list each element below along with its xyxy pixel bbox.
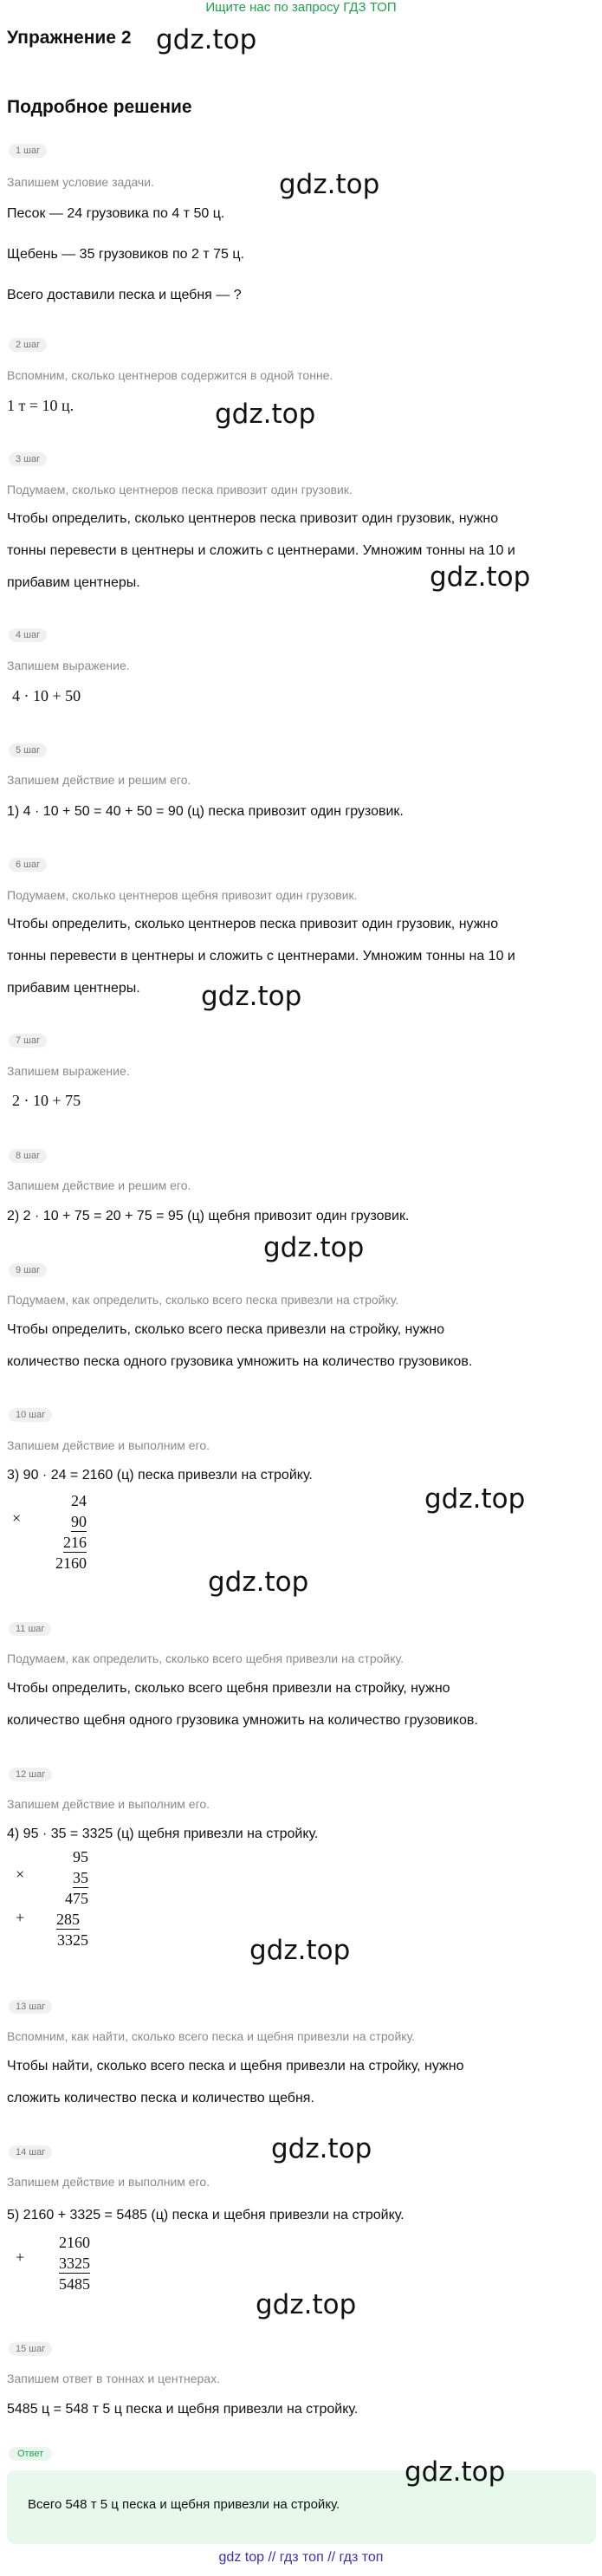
step-badge: 10 шаг (9, 1408, 52, 1422)
step-badge: 12 шаг (9, 1768, 52, 1781)
step-hint: Вспомним, сколько центнеров содержится в одной тонне. (7, 368, 333, 382)
step-badge: 15 шаг (9, 2342, 52, 2356)
step-text: Чтобы найти, сколько всего песка и щебня привезли на стройку, нужно (7, 2059, 464, 2073)
column-calculation (47, 2234, 90, 2296)
calc-sign: × (16, 1865, 25, 1883)
step-hint: Запишем выражение. (7, 1064, 130, 1078)
calc-row: 35 (73, 1869, 88, 1886)
watermark: gdz.top (208, 1567, 309, 1598)
step-hint: Запишем действие и решим его. (7, 1178, 191, 1192)
step-hint: Запишем действие и выполним его. (7, 1797, 210, 1811)
calc-row: 475 (65, 1890, 88, 1907)
step-text: 2 · 10 + 75 (12, 1092, 81, 1109)
watermark: gdz.top (249, 1935, 351, 1966)
step-badge: 8 шаг (9, 1149, 47, 1163)
footer-links[interactable]: gdz top // гдз топ // гдз топ (218, 2550, 384, 2565)
step-text: 1) 4 · 10 + 50 = 40 + 50 = 90 (ц) песка привозит один грузовик. (7, 804, 404, 819)
step-hint: Подумаем, сколько центнеров песка привозит один грузовик. (7, 483, 353, 496)
step-hint: Запишем выражение. (7, 659, 130, 672)
step-text: количество щебня одного грузовика умножить на количество грузовиков. (7, 1713, 478, 1728)
step-hint: Вспомним, как найти, сколько всего песка и щебня привезли на стройку. (7, 2029, 416, 2043)
step-badge: 6 шаг (9, 858, 47, 872)
step-text: Всего доставили песка и щебня — ? (7, 288, 242, 302)
step-text: Чтобы определить, сколько всего щебня привезли на стройку, нужно (7, 1681, 450, 1696)
step-hint: Запишем действие и выполним его. (7, 1438, 210, 1452)
step-badge: 3 шаг (9, 452, 47, 466)
watermark: gdz.top (156, 24, 257, 55)
step-text: 5) 2160 + 3325 = 5485 (ц) песка и щебня привезли на стройку. (7, 2208, 405, 2222)
step-text: Чтобы определить, сколько центнеров песка привозит один грузовик, нужно (7, 511, 499, 526)
step-text: Песок — 24 грузовика по 4 т 50 ц. (7, 206, 225, 221)
top-banner[interactable]: Ищите нас по запросу ГДЗ ТОП (205, 0, 397, 15)
step-text: Щебень — 35 грузовиков по 2 т 75 ц. (7, 247, 244, 262)
step-hint: Запишем действие и выполним его. (7, 2175, 210, 2189)
watermark: gdz.top (271, 2133, 372, 2164)
watermark: gdz.top (405, 2456, 506, 2488)
step-text: 4 · 10 + 50 (12, 687, 81, 704)
calc-sign: × (12, 1509, 22, 1527)
calc-row: 5485 (59, 2275, 90, 2293)
watermark: gdz.top (263, 1232, 365, 1263)
step-hint: Запишем ответ в тоннах и центнерах. (7, 2372, 220, 2385)
watermark: gdz.top (201, 981, 302, 1012)
step-text: 1 т = 10 ц. (7, 397, 74, 414)
page-title: Упражнение 2 (7, 28, 132, 48)
step-hint: Подумаем, сколько центнеров щебня привозит один грузовик. (7, 888, 358, 902)
step-text: 4) 95 · 35 = 3325 (ц) щебня привезли на стройку. (7, 1827, 319, 1841)
section-title: Подробное решение (7, 97, 192, 117)
column-calculation (47, 1848, 88, 1952)
step-badge: 4 шаг (9, 628, 47, 642)
step-badge: 14 шаг (9, 2145, 52, 2159)
step-text: тонны перевести в центнеры и сложить с центнерами. Умножим тонны на 10 и (7, 543, 515, 558)
calc-row: 3325 (57, 1931, 88, 1949)
step-text: количество песка одного грузовика умножить на количество грузовиков. (7, 1354, 473, 1369)
step-badge: 1 шаг (9, 144, 47, 158)
step-hint: Подумаем, как определить, сколько всего щебня привезли на стройку. (7, 1651, 404, 1665)
column-calculation (47, 1492, 87, 1575)
step-badge: 2 шаг (9, 338, 47, 352)
watermark: gdz.top (430, 561, 531, 593)
step-badge: 7 шаг (9, 1034, 47, 1048)
calc-sign: + (16, 2248, 25, 2266)
calc-row: 216 (63, 1534, 87, 1551)
step-badge: 11 шаг (9, 1622, 51, 1636)
calc-row: 2160 (59, 2234, 90, 2251)
step-text: 3) 90 · 24 = 2160 (ц) песка привезли на стройку. (7, 1468, 313, 1483)
calc-row: 95 (73, 1848, 88, 1865)
step-text: прибавим центнеры. (7, 575, 140, 590)
step-text: 5485 ц = 548 т 5 ц песка и щебня привезли на стройку. (7, 2402, 359, 2417)
step-badge: 9 шаг (9, 1263, 47, 1277)
step-badge: 5 шаг (9, 743, 47, 757)
step-text: 2) 2 · 10 + 75 = 20 + 75 = 95 (ц) щебня привозит один грузовик. (7, 1209, 410, 1223)
calc-row: 24 (71, 1492, 87, 1509)
watermark: gdz.top (279, 169, 380, 200)
calc-row: 3325 (59, 2255, 90, 2272)
step-text: тонны перевести в центнеры и сложить с центнерами. Умножим тонны на 10 и (7, 949, 515, 964)
step-badge: 13 шаг (9, 2000, 52, 2014)
step-hint: Подумаем, как определить, сколько всего песка привезли на стройку. (7, 1293, 399, 1307)
step-text: Чтобы определить, сколько центнеров песка привозит один грузовик, нужно (7, 917, 499, 931)
calc-row: 90 (71, 1513, 87, 1530)
watermark: gdz.top (215, 399, 316, 430)
step-text: прибавим центнеры. (7, 981, 140, 996)
calc-sign: + (16, 1909, 25, 1926)
step-text: сложить количество песка и количество щебня. (7, 2091, 314, 2106)
answer-badge: Ответ (9, 2447, 52, 2461)
watermark: gdz.top (256, 2289, 357, 2320)
calc-row: 2160 (55, 1554, 87, 1572)
answer-text: Всего 548 т 5 ц песка и щебня привезли на стройку. (28, 2497, 340, 2512)
calc-row: 285 (56, 1911, 80, 1928)
step-hint: Запишем условие задачи. (7, 175, 154, 189)
step-hint: Запишем действие и решим его. (7, 773, 191, 787)
step-text: Чтобы определить, сколько всего песка привезли на стройку, нужно (7, 1322, 444, 1337)
watermark: gdz.top (424, 1483, 526, 1515)
